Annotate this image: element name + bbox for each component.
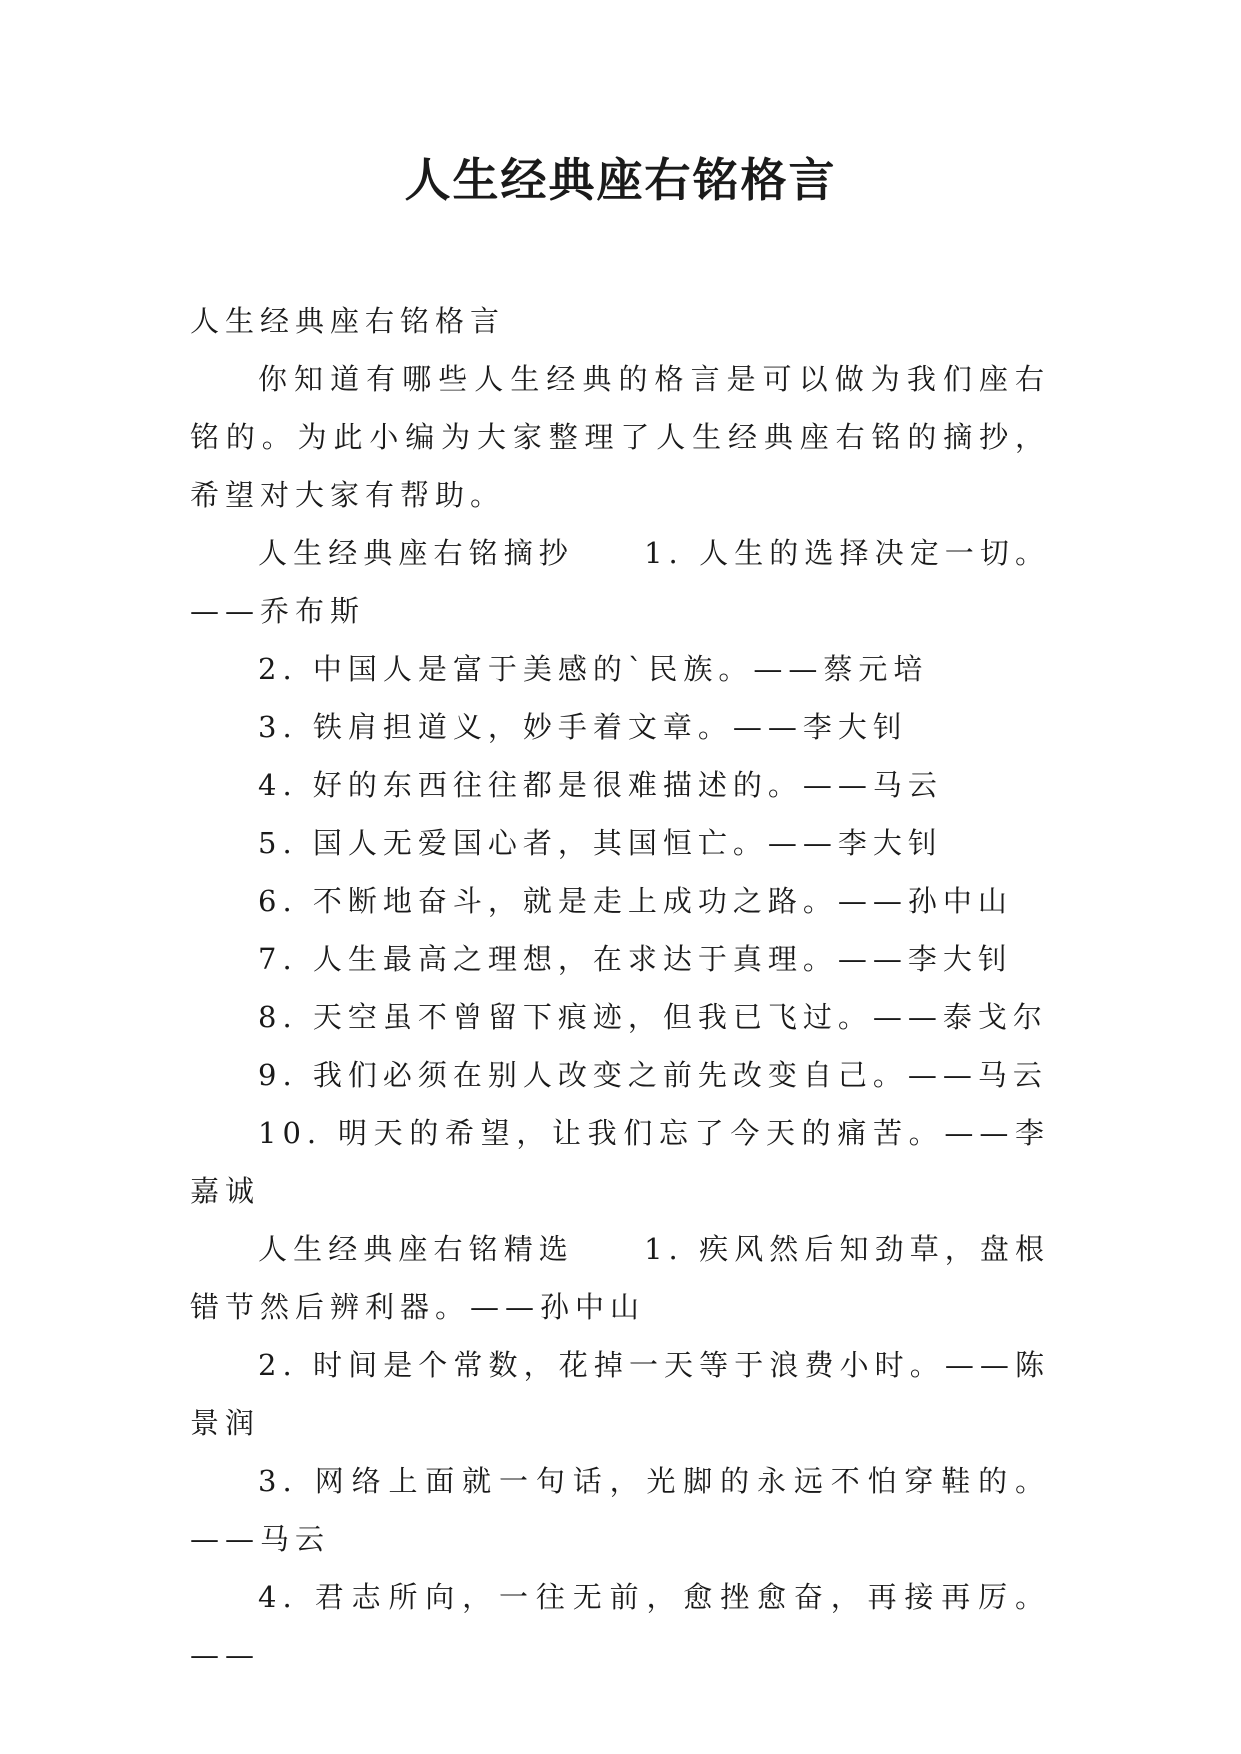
paragraph-quote: 4. 好的东西往往都是很难描述的。——马云 — [258, 768, 943, 802]
paragraph-quote: 4. 君志所向，一往无前，愈挫愈奋，再接再厉。—— — [190, 1580, 1050, 1672]
paragraph-quote: 9. 我们必须在别人改变之前先改变自己。——马云 — [258, 1058, 1048, 1092]
paragraph-quote: 8. 天空虽不曾留下痕迹，但我已飞过。——泰戈尔 — [258, 1000, 1048, 1034]
paragraph-quote: 5. 国人无爱国心者，其国恒亡。——李大钊 — [258, 826, 943, 860]
document-title: 人生经典座右铭格言 — [404, 153, 837, 207]
paragraph-intro: 你知道有哪些人生经典的格言是可以做为我们座右铭的。为此小编为大家整理了人生经典座右铭的摘抄，希望对大家有帮助。 — [190, 362, 1050, 512]
paragraph-quote: 人生经典座右铭摘抄 1. 人生的选择决定一切。——乔布斯 — [190, 536, 1050, 628]
paragraph-quote: 7. 人生最高之理想，在求达于真理。——李大钊 — [258, 942, 1013, 976]
paragraph-quote: 10. 明天的希望，让我们忘了今天的痛苦。——李嘉诚 — [190, 1116, 1050, 1208]
paragraph-heading: 人生经典座右铭格言 — [190, 304, 506, 338]
paragraph-quote: 人生经典座右铭精选 1. 疾风然后知劲草，盘根错节然后辨利器。——孙中山 — [190, 1232, 1050, 1324]
paragraph-quote: 3. 网络上面就一句话，光脚的永远不怕穿鞋的。——马云 — [190, 1464, 1050, 1556]
paragraph-quote: 2. 时间是个常数，花掉一天等于浪费小时。——陈景润 — [190, 1348, 1050, 1440]
paragraph-quote: 3. 铁肩担道义，妙手着文章。——李大钊 — [258, 710, 908, 744]
paragraph-quote: 2. 中国人是富于美感的`民族。——蔡元培 — [258, 652, 929, 686]
paragraph-quote: 6. 不断地奋斗，就是走上成功之路。——孙中山 — [258, 884, 1013, 918]
document-body — [190, 292, 1050, 1684]
